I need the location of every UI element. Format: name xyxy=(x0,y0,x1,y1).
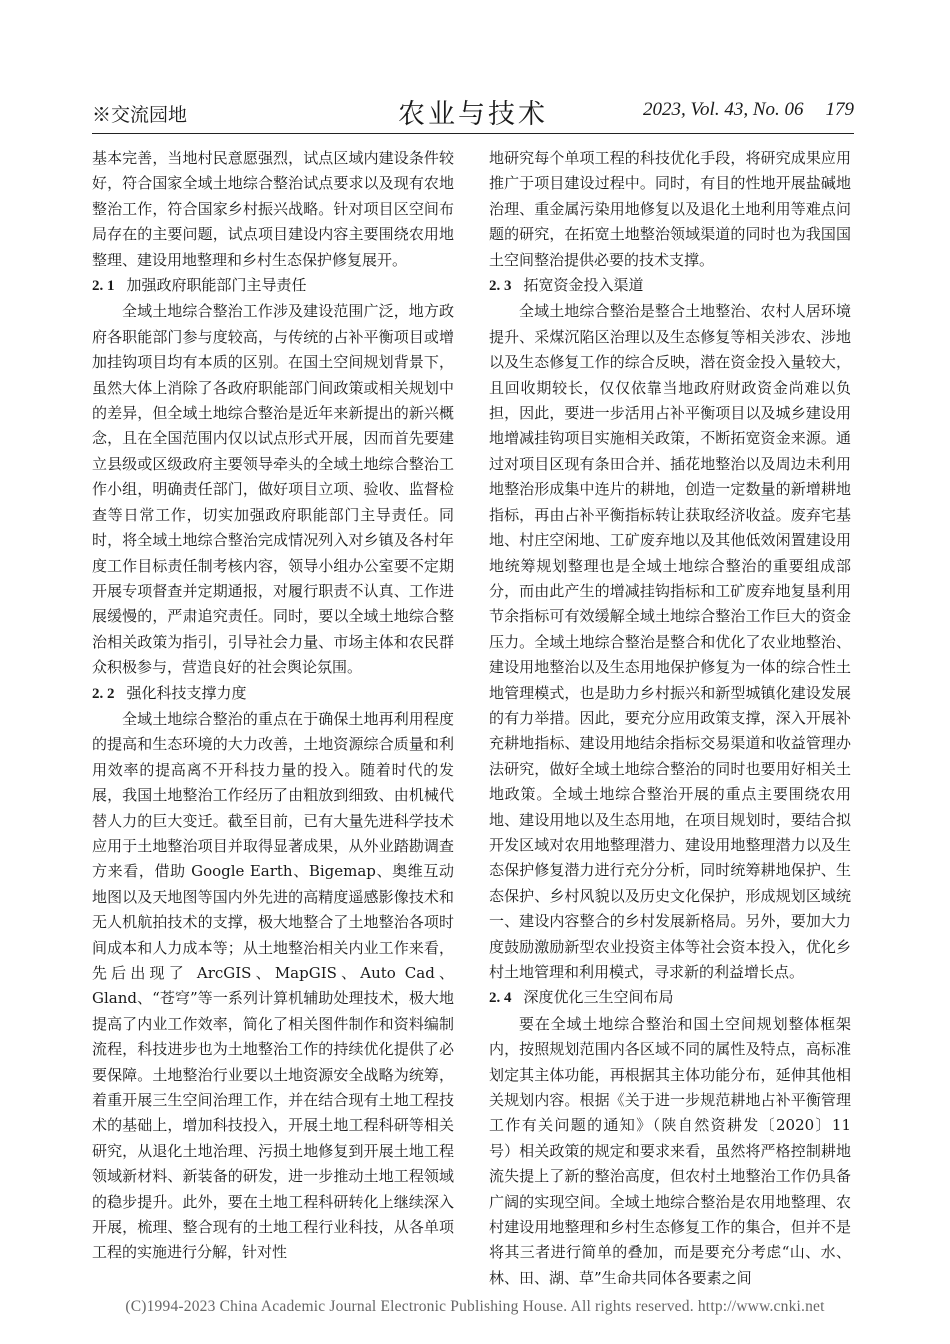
paragraph: 全域土地综合整治工作涉及建设范围广泛，地方政府各职能部门参与度较高，与传统的占补平衡项目或增加挂钩项目均有本质的区别。在国土空间规划背景下，虽然大体上消除了各政府职能部门间政策或相关规划中的差异，但全域土地综合整治是近年来新提出的新兴概念，且在全国范围内仅以试点形式开展，因而首先要建立县级或区级政府主要领导牵头的全域土地综合整治工作小组，明确责任部门，做好项目立项、验收、监督检查等日常工作，切实加强政府职能部门主导责任。同时，将全域土地综合整治完成情况列入对乡镇及各村年度工作目标责任制考核内容，领导小组办公室要不定期开展专项督查并定期通报，对履行职责不认真、工作进展缓慢的，严肃追究责任。同时，要以全域土地综合整治相关政策为指引，引导社会力量、市场主体和农民群众积极参与，营造良好的社会舆论氛围。 xyxy=(92,302,454,677)
paragraph: 全域土地综合整治的重点在于确保土地再利用程度的提高和生态环境的大力改善，土地资源综合质量和利用效率的提高离不开科技力量的投入。随着时代的发展，我国土地整治工作经历了由粗放到细致、由机械代替人力的巨大变迁。截至目前，已有大量先进科学技术应用于土地整治项目并取得显著成果，从外业踏勘调查方来看，借助 Google Earth、Bigemap、奥维互动地图以及天地图等国内外先进的高精度遥感影像技术和无人机航拍技术的支撑，极大地整合了土地整治各项时间成本和人力成本等；从土地整治相关内业工作来看，先后出现了 ArcGIS、MapGIS、Auto Cad、Gland、“苍穹”等一系列计算机辅助处理技术，极大地提高了内业工作效率，简化了相关图件制作和资料编制流程，科技进步也为土地整治工作的持续优化提供了必要保障。土地整治行业要以土地资源安全战略为统筹，着重开展三生空间治理工作，并在结合现有土地工程技术的基础上，增加科技投入，开展土地工程科研等相关研究，从退化土地治理、污损土地修复到开展土地工程领域新材料、新装备的研发，进一步推动土地工程领域的稳步提升。此外，要在土地工程科研转化上继续深入开展，梳理、整合现有的土地工程行业科技，从各单项工程的实施进行分解，针对性 xyxy=(92,709,454,1262)
section-number: 2. 2 xyxy=(92,685,115,702)
page-number: 179 xyxy=(825,99,854,120)
left-column xyxy=(92,146,454,1266)
issue-info xyxy=(643,99,854,121)
section-number: 2. 4 xyxy=(489,990,512,1007)
section-title: 深度优化三生空间布局 xyxy=(523,988,674,1007)
paragraph: 全域土地综合整治是整合土地整治、农村人居环境提升、采煤沉陷区治理以及生态修复等相关涉农、涉地以及生态修复工作的综合反映，潜在资金投入量较大，且回收期较长，仅仅依靠当地政府财政资金尚难以负担，因此，要进一步活用占补平衡项目以及城乡建设用地增减挂钩项目实施相关政策，不断拓宽资金来源。通过对项目区现有条田合并、插花地整治以及周边未利用地整治形成集中连片的耕地，创造一定数量的新增耕地指标，再由占补平衡指标转让获取经济收益。废弃宅基地、村庄空闲地、工矿废弃地以及其他低效闲置建设用地统筹规划整理也是全域土地综合整治的重要组成部分，而由此产生的增减挂钩指标和工矿废弃地复垦利用节余指标可有效缓解全域土地综合整治工作巨大的资金压力。全域土地综合整治是整合和优化了农业地整治、建设用地整治以及生态用地保护修复为一体的综合性土地管理模式，也是助力乡村振兴和新型城镇化建设发展的有力举措。因此，要充分应用政策支撑，深入开展补充耕地指标、建设用地结余指标交易渠道和收益管理办法研究，做好全域土地综合整治的同时也要用好相关土地政策。全域土地综合整治开展的重点主要围绕农用地、建设用地以及生态用地，在项目规划时，要结合拟开发区域对农用地整理潜力、建设用地整理潜力以及生态保护修复潜力进行充分分析，同时统筹耕地保护、生态保护、乡村风貌以及历史文化保护，形成规划区域统一、建设内容整合的乡村发展新格局。另外，要加大力度鼓励激励新型农业投资主体等社会资本投入，优化乡村土地管理和利用模式，寻求新的利益增长点。 xyxy=(489,302,851,981)
section-heading-2-2 xyxy=(92,681,454,707)
journal-title: 农业与技术 xyxy=(398,99,548,130)
paragraph: 基本完善，当地村民意愿强烈，试点区域内建设条件较好，符合国家全域土地综合整治试点要求以及现有农地整治工作，符合国家乡村振兴战略。针对项目区空间布局存在的主要问题，试点项目建设内容主要围绕农用地整理、建设用地整理和乡村生态保护修复展开。 xyxy=(92,149,454,269)
paragraph: 地研究每个单项工程的科技优化手段，将研究成果应用推广于项目建设过程中。同时，有目的性地开展盐碱地治理、重金属污染用地修复以及退化土地利用等难点问题的研究，在拓宽土地整治领域渠道的同时也为我国国土空间整治提供必要的技术支撑。 xyxy=(489,149,851,269)
copyright-footer: (C)1994-2023 China Academic Journal Electronic Publishing House. All rights reserved. http://www.cnki.net xyxy=(125,1298,825,1315)
section-number: 2. 3 xyxy=(489,278,512,295)
section-title: 强化科技支撑力度 xyxy=(126,683,247,702)
header-rule xyxy=(92,133,854,134)
right-column xyxy=(489,146,851,1291)
section-label: ※交流园地 xyxy=(92,104,188,126)
section-heading-2-1 xyxy=(92,273,454,299)
section-heading-2-4 xyxy=(489,985,851,1011)
section-title: 拓宽资金投入渠道 xyxy=(523,276,644,295)
section-number: 2. 1 xyxy=(92,278,115,295)
issue-volume: 2023, Vol. 43, No. 06 xyxy=(643,99,804,120)
page-header xyxy=(92,90,854,130)
section-title: 加强政府职能部门主导责任 xyxy=(126,276,307,295)
section-heading-2-3 xyxy=(489,273,851,299)
paragraph: 要在全域土地综合整治和国土空间规划整体框架内，按照规划范围内各区域不同的属性及特点，高标准划定其主体功能，再根据其主体功能分布，延伸其他相关规划内容。根据《关于进一步规范耕地占补平衡管理工作有关问题的通知》（陕自然资耕发〔2020〕11 号）相关政策的规定和要求来看，虽然将严格控制耕地流失提上了新的整治高度，但农村土地整治工作仍具备广阔的实现空间。全域土地综合整治是农用地整理、农村建设用地整理和乡村生态修复工作的集合，但并不是将其三者进行简单的叠加，而是要充分考虑“山、水、林、田、湖、草”生命共同体各要素之间 xyxy=(489,1014,851,1287)
